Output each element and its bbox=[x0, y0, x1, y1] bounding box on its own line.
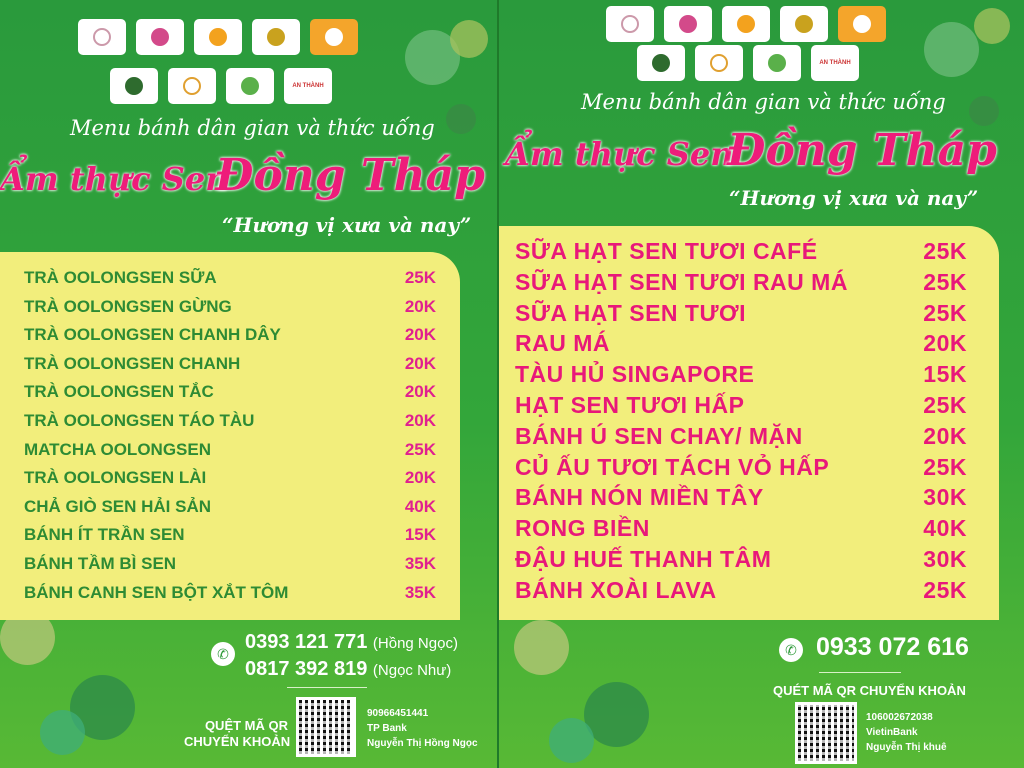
menu-item-name: SỮA HẠT SEN TƯƠI CAFÉ bbox=[515, 238, 818, 264]
phone-contact-name: (Ngọc Như) bbox=[372, 662, 452, 679]
title-dong-thap: Đồng Tháp bbox=[215, 150, 485, 201]
qr-label: QUÉT MÃ QR CHUYỂN KHOẢN bbox=[773, 683, 966, 698]
title-am-thuc-sen: Ẩm thực Sen bbox=[0, 160, 229, 198]
menu-item-price: 30K bbox=[923, 484, 967, 511]
banh-dan-gian-logo bbox=[136, 19, 184, 55]
sponsor-logos-row-2 bbox=[110, 68, 332, 104]
menu-subtitle: Menu bánh dân gian và thức uống bbox=[581, 90, 946, 114]
bank-name: VietinBank bbox=[866, 727, 918, 738]
menu-item-name: TRÀ OOLONGSEN LÀI bbox=[24, 468, 207, 488]
divider bbox=[819, 672, 901, 673]
menu-item-name: RAU MÁ bbox=[515, 330, 610, 357]
menu-item bbox=[0, 382, 460, 402]
menu-item-name: BÁNH TẦM BÌ SEN bbox=[24, 554, 177, 573]
menu-subtitle: Menu bánh dân gian và thức uống bbox=[70, 116, 435, 140]
dong-thap-logo bbox=[637, 45, 685, 81]
menu-item-price: 40K bbox=[404, 496, 436, 516]
qr-code bbox=[296, 697, 356, 757]
round-seal-logo bbox=[252, 19, 300, 55]
an-thanh-logo bbox=[284, 68, 332, 104]
menu-item-price: 20K bbox=[404, 411, 436, 430]
menu-item-name: TRÀ OOLONGSEN GỪNG bbox=[24, 296, 232, 316]
menu-item-price: 40K bbox=[923, 515, 967, 542]
menu-item bbox=[0, 497, 460, 517]
phone-number: 0393 121 771 bbox=[245, 631, 368, 653]
menu-item-name: CỦ ẤU TƯƠI TÁCH VỎ HẤP bbox=[515, 453, 830, 480]
menu-item-price: 20K bbox=[404, 468, 436, 488]
menu-item-price: 30K bbox=[923, 546, 967, 572]
an-thanh-logo-text: AN THÀNH bbox=[292, 83, 324, 89]
menu-item bbox=[0, 354, 460, 374]
lotus-leaf-decoration bbox=[40, 710, 85, 755]
phone-number: 0817 392 819 bbox=[245, 658, 368, 680]
bank-name: TP Bank bbox=[367, 723, 407, 734]
menu-item-name: SỮA HẠT SEN TƯƠI bbox=[515, 299, 747, 326]
menu-poster-left bbox=[0, 0, 497, 768]
lotus-leaf-decoration bbox=[549, 718, 594, 763]
dong-thap-logo bbox=[110, 68, 158, 104]
menu-item bbox=[499, 484, 999, 511]
menu-item-price: 35K bbox=[404, 554, 436, 573]
menu-item-name: RONG BIỀN bbox=[515, 515, 650, 542]
palm-logo bbox=[722, 6, 770, 42]
menu-item-price: 20K bbox=[404, 353, 436, 373]
leaf-logo bbox=[753, 45, 801, 81]
menu-item-price: 25K bbox=[923, 453, 967, 480]
qr-label-line-1: QUỆT MÃ QR bbox=[204, 718, 288, 733]
menu-item-price: 20K bbox=[404, 382, 436, 402]
leaf-logo bbox=[226, 68, 274, 104]
menu-item bbox=[0, 525, 460, 545]
menu-item-price: 25K bbox=[404, 268, 436, 287]
cafe-logo bbox=[838, 6, 886, 42]
phone-number: 0933 072 616 bbox=[816, 633, 969, 661]
account-holder: Nguyễn Thị Hồng Ngọc bbox=[367, 738, 478, 749]
account-holder: Nguyễn Thị khuê bbox=[866, 742, 947, 753]
menu-item-price: 25K bbox=[923, 238, 967, 264]
menu-item-name: TRÀ OOLONGSEN CHANH DÂY bbox=[24, 325, 281, 345]
menu-item bbox=[499, 330, 999, 357]
menu-item bbox=[0, 440, 460, 460]
menu-item-name: CHẢ GIÒ SEN HẢI SẢN bbox=[24, 496, 212, 516]
menu-item-name: TÀU HỦ SINGAPORE bbox=[515, 361, 755, 388]
menu-item-name: ĐẬU HUẾ THANH TÂM bbox=[515, 546, 772, 572]
menu-item bbox=[0, 583, 460, 603]
menu-item bbox=[0, 325, 460, 345]
menu-item-price: 20K bbox=[923, 330, 967, 357]
sponsor-logos-row-1 bbox=[606, 6, 886, 42]
menu-item-price: 25K bbox=[923, 299, 967, 326]
lotus-leaf-decoration bbox=[450, 20, 488, 58]
menu-poster-right bbox=[497, 0, 1024, 768]
lotus-leaf-decoration bbox=[969, 96, 999, 126]
menu-item-price: 20K bbox=[923, 422, 967, 449]
menu-item-name: TRÀ OOLONGSEN TÁO TÀU bbox=[24, 411, 255, 430]
menu-item bbox=[0, 411, 460, 431]
bank-account: 106002672038 bbox=[866, 712, 933, 723]
menu-item-name: BÁNH XOÀI LAVA bbox=[515, 576, 717, 603]
menu-item bbox=[499, 300, 999, 327]
round-seal-logo bbox=[780, 6, 828, 42]
cafe-logo bbox=[310, 19, 358, 55]
lotus-leaf-decoration bbox=[514, 620, 569, 675]
menu-item bbox=[499, 423, 999, 450]
menu-item-price: 20K bbox=[404, 325, 436, 345]
menu-item bbox=[499, 361, 999, 388]
lotus-leaf-decoration bbox=[446, 104, 476, 134]
sponsor-logos-row-2 bbox=[637, 45, 859, 81]
qr-code bbox=[795, 702, 857, 764]
menu-list bbox=[0, 252, 460, 620]
phone-1 bbox=[245, 631, 458, 654]
bank-account: 90966451441 bbox=[367, 708, 429, 719]
menu-item bbox=[499, 546, 999, 573]
menu-item bbox=[499, 392, 999, 419]
menu-item-price: 25K bbox=[923, 268, 967, 295]
menu-item-price: 25K bbox=[404, 439, 436, 459]
sponsor-logos-row-1 bbox=[78, 19, 358, 55]
menu-item-price: 35K bbox=[404, 582, 436, 602]
lotus-gold-logo bbox=[695, 45, 743, 81]
lotus-leaf-decoration bbox=[924, 22, 979, 77]
menu-item-price: 25K bbox=[923, 392, 967, 418]
lotus-leaf-decoration bbox=[974, 8, 1010, 44]
banh-dan-gian-logo bbox=[664, 6, 712, 42]
menu-item bbox=[0, 468, 460, 488]
menu-item-name: TRÀ OOLONGSEN TẮC bbox=[24, 382, 214, 402]
title-dong-thap: Đồng Tháp bbox=[727, 125, 997, 176]
menu-item-name: TRÀ OOLONGSEN SỮA bbox=[24, 268, 217, 287]
menu-item bbox=[499, 454, 999, 481]
an-thanh-logo bbox=[811, 45, 859, 81]
slogan: “Hương vị xưa và nay” bbox=[222, 213, 472, 237]
slogan: “Hương vị xưa và nay” bbox=[729, 186, 979, 210]
phone-icon: ✆ bbox=[211, 642, 235, 666]
menu-item bbox=[499, 577, 999, 604]
menu-item-name: HẠT SEN TƯƠI HẤP bbox=[515, 392, 745, 418]
menu-item-name: BÁNH ÍT TRẦN SEN bbox=[24, 525, 185, 545]
menu-item-name: BÁNH NÓN MIỀN TÂY bbox=[515, 484, 764, 511]
bank-info bbox=[367, 706, 478, 751]
menu-item bbox=[0, 554, 460, 574]
menu-item bbox=[0, 297, 460, 317]
menu-item-price: 25K bbox=[923, 576, 967, 603]
menu-item-name: TRÀ OOLONGSEN CHANH bbox=[24, 353, 241, 373]
phone-2 bbox=[245, 658, 451, 681]
menu-item-price: 15K bbox=[404, 525, 436, 545]
menu-item-name: MATCHA OOLONGSEN bbox=[24, 439, 211, 459]
menu-item-price: 20K bbox=[404, 296, 436, 316]
menu-item-name: BÁNH CANH SEN BỘT XẮT TÔM bbox=[24, 582, 289, 602]
menu-item bbox=[499, 238, 999, 265]
lotus-logo bbox=[78, 19, 126, 55]
menu-list bbox=[499, 226, 999, 620]
an-thanh-logo-text: AN THÀNH bbox=[819, 60, 851, 66]
menu-item-price: 15K bbox=[923, 361, 967, 388]
menu-item bbox=[499, 269, 999, 296]
title-am-thuc-sen: Ẩm thực Sen bbox=[505, 135, 734, 173]
phone-icon: ✆ bbox=[779, 638, 803, 662]
palm-logo bbox=[194, 19, 242, 55]
menu-item-name: BÁNH Ú SEN CHAY/ MẶN bbox=[515, 422, 803, 449]
menu-item bbox=[499, 515, 999, 542]
qr-label-line-2: CHUYỂN KHOẢN bbox=[184, 734, 291, 749]
menu-item bbox=[0, 268, 460, 288]
phone-contact-name: (Hồng Ngọc) bbox=[372, 635, 458, 652]
bank-info bbox=[866, 710, 947, 755]
qr-label bbox=[184, 718, 291, 750]
divider bbox=[287, 687, 367, 688]
lotus-gold-logo bbox=[168, 68, 216, 104]
lotus-logo bbox=[606, 6, 654, 42]
menu-item-name: SỮA HẠT SEN TƯƠI RAU MÁ bbox=[515, 268, 848, 295]
